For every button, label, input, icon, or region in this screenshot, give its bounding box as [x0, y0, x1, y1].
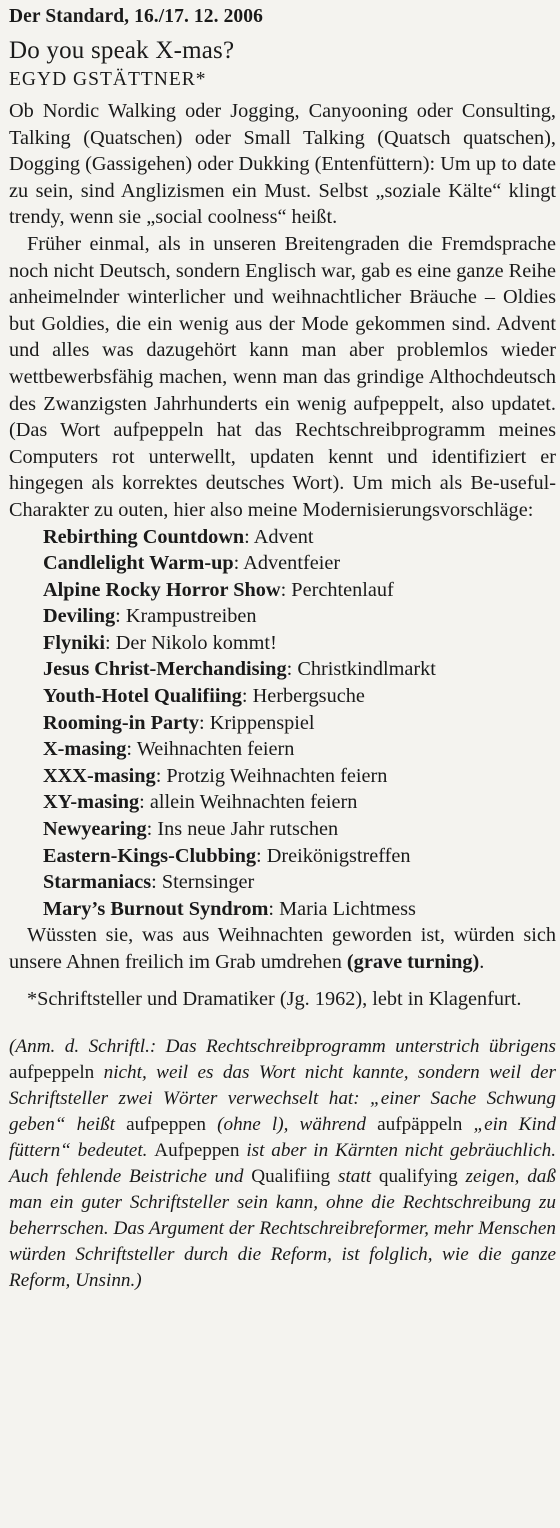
- glossary-item: [43, 896, 556, 923]
- note-quoted-word: Aufpeppen: [154, 1140, 240, 1162]
- glossary-term: Youth-Hotel Qualifiing: [43, 685, 242, 708]
- note-quoted-word: aufpäppeln: [377, 1114, 463, 1136]
- glossary-meaning: Ins neue Jahr rutschen: [157, 818, 339, 841]
- glossary-meaning: Krampustreiben: [125, 605, 257, 628]
- note-italic-text: zeigen, daß man ein guter Schriftsteller sein kann, ohne die Rechtschreibung zu beherrschen. Das Argument der Rechtschreibreformer, mehr Menschen würden Schriftsteller durch die Reform, ist folglich, wie die ganze Reform, Unsinn.): [9, 1166, 556, 1292]
- glossary-item: [43, 683, 556, 710]
- note-quoted-word: aufpeppeln: [9, 1062, 95, 1084]
- glossary-meaning: Sternsinger: [161, 871, 255, 894]
- glossary-meaning: Protzig Weihnachten feiern: [166, 764, 388, 787]
- glossary-item: [43, 843, 556, 870]
- glossary-item: [43, 763, 556, 790]
- glossary-item: [43, 736, 556, 763]
- note-italic-text: statt: [330, 1166, 379, 1188]
- glossary-term: Newyearing: [43, 818, 147, 841]
- closing-paragraph: [9, 922, 556, 975]
- glossary-meaning: Dreikönigstreffen: [266, 844, 411, 867]
- author-footnote: *Schriftsteller und Dramatiker (Jg. 1962), lebt in Klagenfurt.: [27, 987, 522, 1010]
- headline: Do you speak X-mas?: [9, 37, 235, 64]
- source-line: Der Standard, 16./17. 12. 2006: [9, 6, 263, 27]
- glossary-term: Flyniki: [43, 631, 105, 654]
- glossary-colon: :: [268, 897, 280, 920]
- glossary-colon: :: [115, 605, 126, 628]
- glossary-meaning: Perchtenlauf: [291, 578, 394, 601]
- glossary-colon: :: [256, 844, 267, 867]
- glossary-item: [43, 710, 556, 737]
- glossary-meaning: Herbergsuche: [252, 685, 365, 708]
- glossary-item: [43, 630, 556, 657]
- glossary-term: Alpine Rocky Horror Show: [43, 578, 281, 601]
- glossary-term: Rebirthing Countdown: [43, 525, 245, 548]
- glossary-meaning: Advent: [253, 525, 314, 548]
- glossary-item: [43, 789, 556, 816]
- note-italic-text: (ohne l), während: [206, 1114, 378, 1136]
- glossary-colon: :: [105, 631, 116, 654]
- glossary-term: Deviling: [43, 605, 116, 628]
- closing-end: .: [479, 951, 485, 973]
- glossary-term: Mary’s Burnout Syndrom: [43, 897, 269, 920]
- glossary-meaning: Adventfeier: [243, 552, 341, 575]
- note-quoted-word: qualifying: [378, 1166, 458, 1188]
- glossary-meaning: Weihnachten feiern: [136, 738, 295, 761]
- note-italic-text: „ein Kind füttern“ bedeutet.: [9, 1114, 556, 1162]
- glossary-meaning: Maria Lichtmess: [279, 897, 416, 920]
- closing-bold-term: (grave turning): [346, 951, 480, 973]
- glossary-term: Rooming-in Party: [43, 711, 200, 734]
- glossary-colon: :: [139, 791, 150, 814]
- glossary-list: [9, 524, 556, 923]
- paragraph-intro: Ob Nordic Walking oder Jogging, Canyooning oder Consulting, Talking (Quatschen) oder Small Talking (Quatsch quatschen), Dogging (Gassigehen) oder Dukking (Entenfüttern): Um up to date zu sein, sind Anglizismen ein Must. Selbst „soziale Kälte“ klingt trendy, wenn sie „social coolness“ heißt.: [9, 100, 556, 229]
- glossary-item: [43, 524, 556, 551]
- glossary-colon: :: [146, 818, 158, 841]
- glossary-colon: :: [280, 578, 292, 601]
- glossary-item: [43, 656, 556, 683]
- glossary-term: Candlelight Warm-up: [43, 552, 234, 575]
- glossary-item: [43, 577, 556, 604]
- glossary-term: Eastern-Kings-Clubbing: [43, 844, 257, 867]
- glossary-colon: :: [155, 764, 167, 787]
- glossary-meaning: Christkindlmarkt: [297, 658, 436, 681]
- author-byline: EGYD GSTÄTTNER*: [9, 69, 207, 90]
- note-quoted-word: aufpeppen: [126, 1114, 206, 1136]
- glossary-item: [43, 869, 556, 896]
- glossary-term: XXX-masing: [43, 764, 156, 787]
- glossary-colon: :: [199, 711, 210, 734]
- glossary-term: XY-masing: [43, 791, 140, 814]
- glossary-colon: :: [126, 738, 137, 761]
- glossary-term: Starmaniacs: [43, 871, 152, 894]
- editor-note: [9, 1034, 556, 1294]
- note-italic-text: ist aber in Kärnten nicht gebräuchlich. Auch fehlende Beistriche und: [9, 1140, 556, 1188]
- glossary-term: X-masing: [43, 738, 127, 761]
- note-italic-text: (Anm. d. Schriftl.: Das Rechtschreibprogramm unterstrich übrigens: [9, 1036, 556, 1058]
- paragraph-main: Früher einmal, als in unseren Breitengraden die Fremdsprache noch nicht Deutsch, sondern Englisch war, gab es eine ganze Reihe anheimelnder winterlicher und weihnachtlicher Bräuche – Oldies but Goldies, die ein wenig aus der Mode gekommen sind. Advent und alles was dazugehört kann man aber problemlos wieder wettbewerbsfähig machen, wenn man das grindige Althochdeutsch des Zwanzigsten Jahrhunderts ein wenig aufpeppelt, also updatet. (Das Wort aufpeppeln hat das Rechtschreibprogramm meines Computers rot unterwellt, updaten kennt und identifiziert er hingegen als korrektes deutsches Wort). Um mich als Be-useful-Charakter zu outen, hier also meine Modernisierungsvorschläge:: [9, 232, 556, 521]
- note-italic-text: nicht, weil es das Wort nicht kannte, sondern weil der Schriftsteller zwei Wörter verwechselt hat: „einer Sache Schwung geben“ heißt: [9, 1062, 556, 1136]
- glossary-meaning: Krippenspiel: [209, 711, 315, 734]
- note-quoted-word: Qualifiing: [251, 1166, 331, 1188]
- closing-text: Wüssten sie, was aus Weihnachten geworden ist, würden sich unsere Ahnen freilich im Grab umdrehen: [9, 924, 556, 973]
- glossary-colon: :: [244, 525, 254, 548]
- glossary-colon: :: [241, 685, 253, 708]
- glossary-item: [43, 550, 556, 577]
- article-body: [9, 98, 556, 524]
- glossary-colon: :: [233, 552, 244, 575]
- glossary-colon: :: [286, 658, 298, 681]
- glossary-colon: :: [151, 871, 162, 894]
- glossary-item: [43, 603, 556, 630]
- glossary-term: Jesus Christ-Merchandising: [43, 658, 287, 681]
- glossary-item: [43, 816, 556, 843]
- glossary-meaning: allein Weihnachten feiern: [149, 791, 358, 814]
- glossary-meaning: Der Nikolo kommt!: [115, 631, 277, 654]
